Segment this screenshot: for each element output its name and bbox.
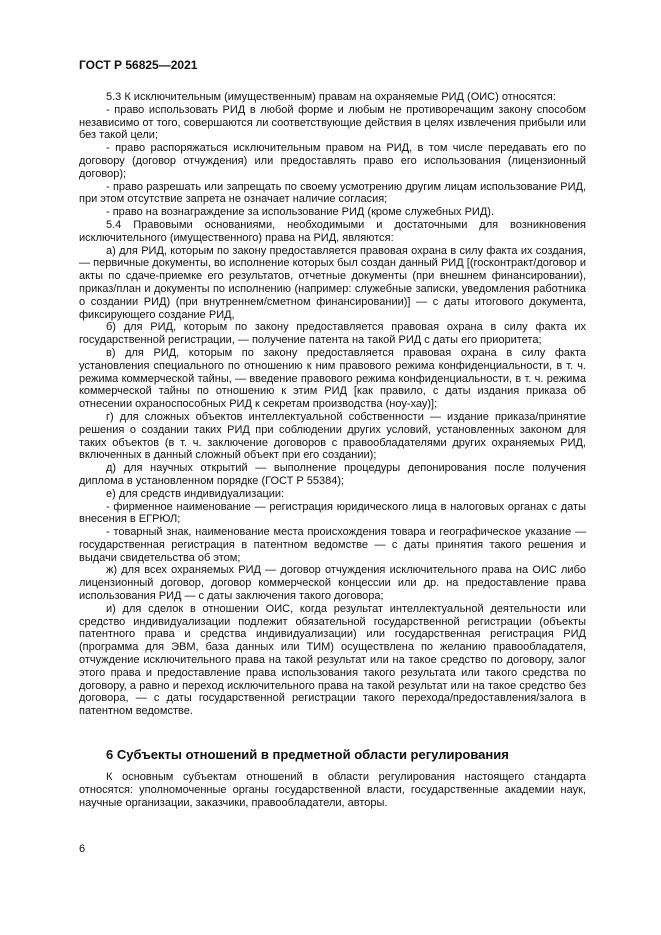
paragraph: - право распоряжаться исключительным правом на РИД, в том числе передавать его по договору (договор отчуждения) или предоставлять право его использования (лицензионный договор); (79, 142, 586, 180)
paragraph: - фирменное наименование — регистрация юридического лица в налоговых органах с даты внесения в ЕГРЮЛ; (79, 500, 586, 526)
paragraph: 5.4 Правовыми основаниями, необходимыми и достаточными для возникновения исключительного (имущественного) права на РИД, являются: (79, 218, 586, 244)
paragraph: е) для средств индивидуализации: (106, 487, 285, 500)
paragraph: - право на вознаграждение за использование РИД (кроме служебных РИД). (106, 206, 494, 219)
paragraph: г) для сложных объектов интеллектуальной собственности — издание приказа/принятие решения о создании таких РИД при соблюдении других условий, установленных законом для таких объектов (в т. ч. заключение договоров с правообладателями других охраняемых РИД, включенных в данный сложный объект при его создании); (79, 410, 586, 462)
paragraph: д) для научных открытий — выполнение процедуры депонирования после получения диплома в установленном порядке (ГОСТ Р 55384); (79, 462, 586, 487)
running-header: ГОСТ Р 56825—2021 (79, 58, 198, 72)
paragraph: б) для РИД, которым по закону предоставляется правовая охрана в силу факта их государственной регистрации, — получение патента на такой РИД с даты его приоритета; (79, 321, 586, 347)
paragraph: 5.3 К исключительным (имущественным) правам на охраняемые РИД (ОИС) относятся: (106, 91, 556, 103)
paragraph: ж) для всех охраняемых РИД — договор отчуждения исключительного права на ОИС либо лицензионный договор, договор коммерческой концессии или др. на предоставление права использования РИД — с даты заключения такого договора; (79, 564, 586, 603)
paragraph: и) для сделок в отношении ОИС, когда результат интеллектуальной деятельности или средство индивидуализации подлежит обязательной государственной регистрации (объекты патентного права и средства индивидуализации) или государственная регистрация РИД (программа для ЭВМ, база данных или ТИМ) осуществлена по желанию правообладателя, отчуждение исключительного права на такой результат или на такое средство по договору, залог этого права и предоставление права использования такого результата или такого средства по договору, а равно и переход исключительного права на такой результат или на такое средство без договора, — с даты государственной регистрации такого перехода/предоставления/залога в патентном ведомстве. (79, 602, 586, 718)
section-title: 6 Субъекты отношений в предметной области регулирования (106, 747, 509, 763)
paragraph: в) для РИД, которым по закону предоставляется правовая охрана в силу факта установления специального по отношению к ним правового режима конфиденциальности, в т. ч. режима коммерческой тайны, — введение правового режима конфиденциальности, в т. ч. режима коммерческой тайны по отношению к этим РИД [как правило, с даты издания приказа об отнесении охраноспособных РИД к секретам производства (ноу-хау)]; (79, 346, 586, 411)
page-number: 6 (79, 843, 86, 855)
paragraph: - право разрешать или запрещать по своему усмотрению другим лицам использование РИД, при этом отсутствие запрета не означает наличие согласия; (79, 180, 586, 206)
section-paragraph: К основным субъектам отношений в области регулирования настоящего стандарта относятся: уполномоченные органы государственной власти, государственные академии наук, научные организации, заказчики, правообладатели, авторы. (79, 771, 586, 809)
paragraph: - право использовать РИД в любой форме и любым не противоречащим закону способом независимо от того, совершаются ли соответствующие действия в целях извлечения прибыли или без такой цели; (79, 103, 586, 142)
document-body (79, 91, 586, 809)
paragraph: а) для РИД, которым по закону предоставляется правовая охрана в силу факта их создания, — первичные документы, во исполнение которых был создан данный РИД [(госконтракт/договор и акты по сдаче-приемке его результатов, отчетные документы (при внешнем финансировании), приказ/план и документы по исполнению (например: служебные записки, уведомления работника о создании РИД) (при внутреннем/сметном финансировании)] — с даты итогового документа, фиксирующего создание РИД, (79, 244, 586, 321)
paragraph: - товарный знак, наименование места происхождения товара и географическое указание — государственная регистрация в патентном ведомстве — с даты принятия такого решения и выдачи свидетельства об этом; (79, 526, 586, 564)
